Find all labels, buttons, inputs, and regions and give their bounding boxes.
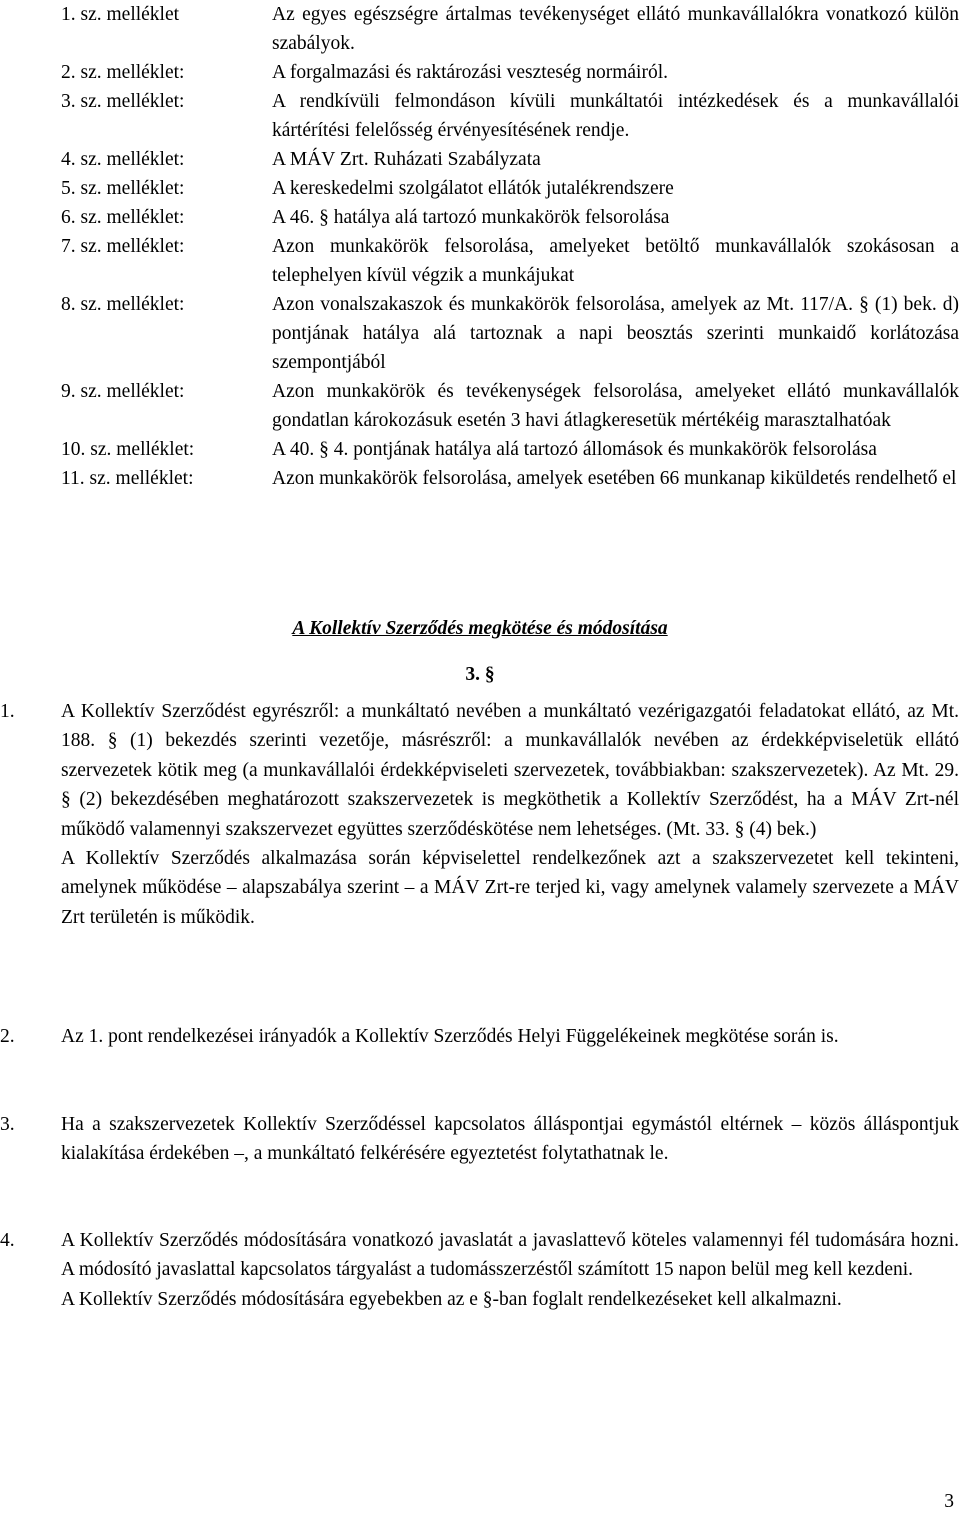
annex-text: A forgalmazási és raktározási veszteség normáiról. [272,62,668,83]
paragraph-text: A Kollektív Szerződést egyrészről: a munkáltató nevében a munkáltató vezérigazgatói feladatokat ellátó, az Mt. 188. § (1) bekezdés szerinti vezetője, másrészről: a munkavállalók nevében az érdekképviseletük ellátó szervezetek kötik meg (a munkavállalói érdekképviseleti szervezetek, továbbiakban: szakszervezetek). Az Mt. 29. § (2) bekezdésében meghatározott szakszervezetek is megköthetik a Kollektív Szerződést, ha a MÁV Zrt-nél működő valamennyi szakszervezet együttes szerződéskötése nem lehetséges. (Mt. 33. § (4) bek.) [61,701,959,840]
paragraph-text: A Kollektív Szerződés alkalmazása során képviselettel rendelkezőnek azt a szakszervezetet kell tekinteni, amelynek működése – alapszabálya szerint – a MÁV Zrt-re terjed ki, vagy amelynek valamely szervezete a MÁV Zrt területén is működik. [61,848,959,928]
paragraph-body [61,697,959,932]
annex-item [61,58,959,87]
paragraph-text: A Kollektív Szerződés módosítására vonatkozó javaslatát a javaslattevő köteles valamennyi fél tudomására hozni. A módosító javaslattal kapcsolatos tárgyalást a tudomásszerzéstől számított 15 napon belül meg kell kezdeni. [61,1230,959,1281]
annex-label: 11. sz. melléklet: [61,468,194,489]
annex-item [61,145,959,174]
annex-text: Azon munkakörök felsorolása, amelyeket betöltő munkavállalók szokásosan a telephelyen kívül végzik a munkájukat [272,236,959,286]
annex-label: 3. sz. melléklet: [61,91,185,112]
paragraph-text: A Kollektív Szerződés módosítására egyebekben az e §-ban foglalt rendelkezéseket kell alkalmazni. [61,1288,842,1310]
annex-item [61,232,959,290]
paragraph-number: 2. [0,1026,15,1047]
annex-list [61,0,959,493]
annex-text: Azon munkakörök és tevékenységek felsorolása, amelyeket ellátó munkavállalók gondatlan károkozásuk esetén 3 havi átlagkeresetük mértékéig marasztalhatóak [272,381,959,431]
paragraph-body [61,1110,959,1169]
annex-item [61,174,959,203]
section-title: A Kollektív Szerződés megkötése és módosítása [292,618,668,639]
annex-label: 6. sz. melléklet: [61,207,185,228]
annex-label: 9. sz. melléklet: [61,381,185,402]
paragraph-number: 3. [0,1114,15,1135]
paragraph-number: 1. [0,701,15,722]
page-number: 3 [944,1491,954,1512]
annex-text: A 46. § hatálya alá tartozó munkakörök felsorolása [272,207,670,228]
annex-text: Az egyes egészségre ártalmas tevékenységet ellátó munkavállalókra vonatkozó külön szabályok. [272,4,959,54]
paragraph-body [61,1022,959,1051]
paragraph-number: 4. [0,1230,15,1251]
annex-text: Azon vonalszakaszok és munkakörök felsorolása, amelyek az Mt. 117/A. § (1) bek. d) pontjának hatálya alá tartoznak a napi beosztás szerinti munkaidő korlátozása szempontjából [272,294,959,373]
section-number: 3. § [465,664,495,685]
annex-text: Azon munkakörök felsorolása, amelyek esetében 66 munkanap kiküldetés rendelhető el [272,468,957,489]
annex-item [61,0,959,58]
annex-text: A rendkívüli felmondáson kívüli munkáltatói intézkedések és a munkavállalói kártérítési felelősség érvényesítésének rendje. [272,91,959,141]
annex-item [61,435,959,464]
annex-item [61,464,959,493]
paragraph-text: Ha a szakszervezetek Kollektív Szerződéssel kapcsolatos álláspontjai egymástól eltérnek – közös álláspontjuk kialakítása érdekében –, a munkáltató felkérésére egyeztetést folytathatnak le. [61,1114,959,1165]
paragraph-text: Az 1. pont rendelkezései irányadók a Kollektív Szerződés Helyi Függelékeinek megkötése során is. [61,1026,839,1047]
annex-item [61,203,959,232]
paragraph-body [61,1226,959,1314]
annex-label: 5. sz. melléklet: [61,178,185,199]
annex-item [61,87,959,145]
annex-label: 1. sz. melléklet [61,4,180,25]
annex-text: A MÁV Zrt. Ruházati Szabályzata [272,149,541,170]
annex-label: 7. sz. melléklet: [61,236,185,257]
annex-label: 10. sz. melléklet: [61,439,195,460]
annex-text: A 40. § 4. pontjának hatálya alá tartozó állomások és munkakörök felsorolása [272,439,877,460]
annex-label: 8. sz. melléklet: [61,294,185,315]
annex-item [61,290,959,377]
annex-label: 4. sz. melléklet: [61,149,185,170]
annex-text: A kereskedelmi szolgálatot ellátók jutalékrendszere [272,178,674,199]
annex-item [61,377,959,435]
annex-label: 2. sz. melléklet: [61,62,185,83]
